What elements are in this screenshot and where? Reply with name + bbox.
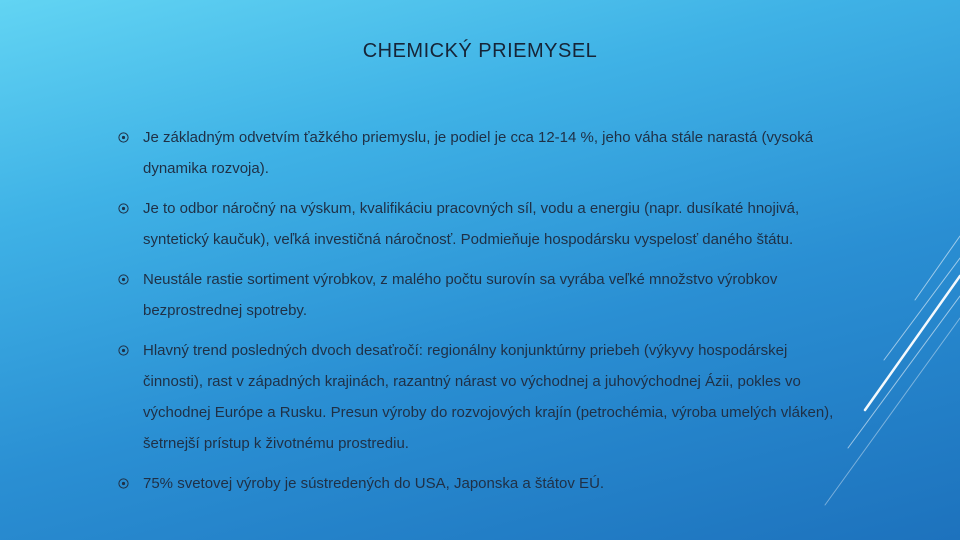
bullet-item bbox=[118, 193, 850, 255]
bullet-item bbox=[118, 122, 850, 184]
circled-bullet-icon bbox=[118, 345, 129, 356]
bullet-text: Je základným odvetvím ťažkého priemyslu, je podiel je cca 12-14 %, jeho váha stále narastá (vysoká dynamika rozvoja). bbox=[143, 129, 814, 177]
deco-line-3 bbox=[865, 276, 960, 410]
deco-line-1 bbox=[915, 236, 960, 300]
bullet-item bbox=[118, 264, 850, 326]
circled-bullet-icon bbox=[118, 478, 129, 489]
circled-bullet-icon bbox=[118, 274, 129, 285]
bullet-text: Je to odbor náročný na výskum, kvalifikáciu pracovných síl, vodu a energiu (napr. dusíkaté hnojivá, syntetický kaučuk), veľká investičná náročnosť. Podmieňuje hospodársku vyspelosť daného štátu. bbox=[143, 200, 800, 248]
circled-bullet-icon bbox=[118, 132, 129, 143]
bullet-text: 75% svetovej výroby je sústredených do USA, Japonska a štátov EÚ. bbox=[143, 475, 605, 492]
bullet-text: Neustále rastie sortiment výrobkov, z malého počtu surovín sa vyrába veľké množstvo výrobkov bezprostrednej spotreby. bbox=[143, 271, 778, 319]
circled-bullet-icon bbox=[118, 203, 129, 214]
bullet-list bbox=[118, 122, 850, 508]
deco-line-4 bbox=[848, 296, 960, 448]
slide-title: CHEMICKÝ PRIEMYSEL bbox=[362, 40, 598, 62]
bullet-item bbox=[118, 468, 850, 499]
deco-line-2 bbox=[884, 258, 960, 360]
bullet-item bbox=[118, 335, 850, 459]
bullet-text: Hlavný trend posledných dvoch desaťročí: regionálny konjunktúrny priebeh (výkyvy hospodárskej činnosti), rast v západných krajinách, razantný nárast vo východnej a juhovýchodnej Ázii, pokles vo východnej Európe a Rusku. Presun výroby do rozvojových krajín (petrochémia, výroba umelých vláken), šetrnejší prístup k životnému prostrediu. bbox=[143, 342, 834, 452]
